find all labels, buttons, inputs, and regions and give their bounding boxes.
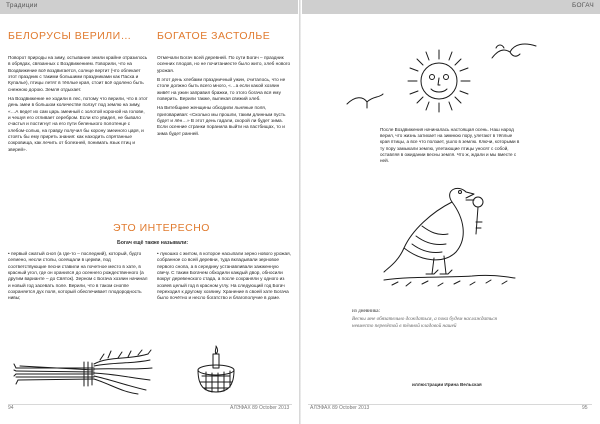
right-section-label: БОГАЧ bbox=[572, 2, 594, 9]
paragraph: • лукошко с житом, в которое насыпали зерно нового урожая, собранное со всей деревни, туда вкладывали зерновое первого снопа, а в середину устанавливали зажженную свечу. С таким Богачем обходили каждый двор, обносили вокруг деревенского стада, а после сохраняли у одного из хозяев целый год в красном углу. На следующий год Богач переходил к другому хозяину. Хранение в своей хате Богача было почётно и несло богатство и благополучие в доме. bbox=[157, 251, 291, 301]
left-page-header-bar bbox=[0, 0, 298, 14]
heading-this-is-interesting: ЭТО ИНТЕРЕСНО bbox=[113, 222, 210, 234]
article-column-2 bbox=[157, 55, 292, 137]
heading-rich-feast: БОГАТОЕ ЗАСТОЛЬЕ bbox=[157, 30, 271, 42]
article-column-3 bbox=[8, 251, 148, 302]
paragraph: Отмечали Богач всей деревней. По сути Богач – праздник осенних плодов, но не почитаниесте было жито, хлеб нового урожая. bbox=[157, 55, 291, 73]
left-page-number: 94 bbox=[8, 405, 14, 411]
sun-face-illustration bbox=[404, 46, 474, 116]
page-gutter bbox=[299, 0, 301, 424]
left-footer-magazine: АЛЭФАХ 89 October 2013 bbox=[230, 405, 290, 411]
paragraph: На Воздвижение не ходили в лес, потому что верили, что в этот день змеи в большом количестве ползут под землю на зиму, «…А ведет их сам царь змеиный с золотой короной на голове, и чешуя его отливает серебром. Если кто увидел, не бывало счастья и постигнут на его пути беленького полотенце с хлебом-солью, на гравду получил бы корону змеиного царя, и стоять бы ему приреть знания: как находить спрятанные сокровища, как лечить от болезней, понимать язык птиц и зверей». bbox=[8, 96, 148, 152]
basket-with-candle-illustration bbox=[192, 350, 240, 396]
right-page-header-bar bbox=[302, 0, 600, 14]
paragraph: Поворот природы на зиму, остывание земли крайне отразилось в обрядах, связанных с Воздвижением. Говорили, что на Воздвижение всё воздвигается, солнце вертит (что облекает этот праздник с такими большими праздниками как Пасха и Купалье), птицы летят в тёплые края, стоит всё одолено быть снежною дорою. Земля отдыхает. bbox=[8, 55, 148, 92]
subsection-caption: Богач ещё также называли: bbox=[117, 240, 189, 246]
left-section-label: Традиции bbox=[6, 2, 38, 9]
heading-belarusians-believed: БЕЛОРУСЫ ВЕРИЛИ… bbox=[8, 30, 132, 42]
illustration-credit: иллюстрации Ирина Вельская bbox=[412, 382, 482, 387]
right-caption-text: После Воздвижения начиналась настоящая осень. Наш народ верил, что жизнь затихает на зимнюю пору, улетают в тёплые края птицы, а все что ползает, ушло в землю. Ключи, которыми в ту пору замыкали землю, улетающие птицы уносят с собой, оставляя в ожидании весны земля. Что ж, ждали и мы вместе с ней. bbox=[380, 127, 520, 164]
paragraph: На Витебщине женщины обходили льняные поля, приговаривая: «Сколько мы прошли, таким длинным пусть будет и лён…» В этот день гадали, скорой ли будет зима. Если осенние странки поранила выйти на пастбищах, то и зима будет ранней. bbox=[157, 105, 286, 136]
wheat-sheaf-illustration bbox=[14, 346, 154, 396]
article-column-4 bbox=[157, 251, 292, 302]
epigraph-text: Весны мне обязательно дождаться, а пока будем наслаждаться невместо перевётой в тёмной кладовой нашей bbox=[352, 316, 497, 329]
bird-left-illustration bbox=[345, 92, 385, 112]
paragraph: В этот день хлебами праздничный ужин, считалось, что не столе должно быть всего много, «…а если какой хозяин живёт на ужин заправил бражки, то этого богача вся ему поверить. Верили также, выпекая свежий хлеб. bbox=[157, 77, 286, 102]
bird-right-illustration bbox=[490, 40, 538, 64]
article-column-1 bbox=[8, 55, 148, 153]
right-footer-magazine: АЛЭФАХ 89 October 2013 bbox=[310, 405, 370, 411]
epigraph-label: из дневника: bbox=[352, 308, 381, 314]
bird-with-key-illustration bbox=[382, 182, 517, 294]
right-page-number: 95 bbox=[582, 405, 588, 411]
paragraph: • первый сжатый сноп (а где-то – последний), который, будто селиено, несли столы, осеящали в церкви, под соответствующие песни ставили на почетное место в хате, в красный угол, где он хранился до осеннего рождественного (а другим варианте – до Святок). Зерном с Богача хозяин начинал и новый год засевать поле. Верили, что в таком сноппе сохраняется дух поля, который обеспечивает плодородность нивы; bbox=[8, 251, 148, 301]
